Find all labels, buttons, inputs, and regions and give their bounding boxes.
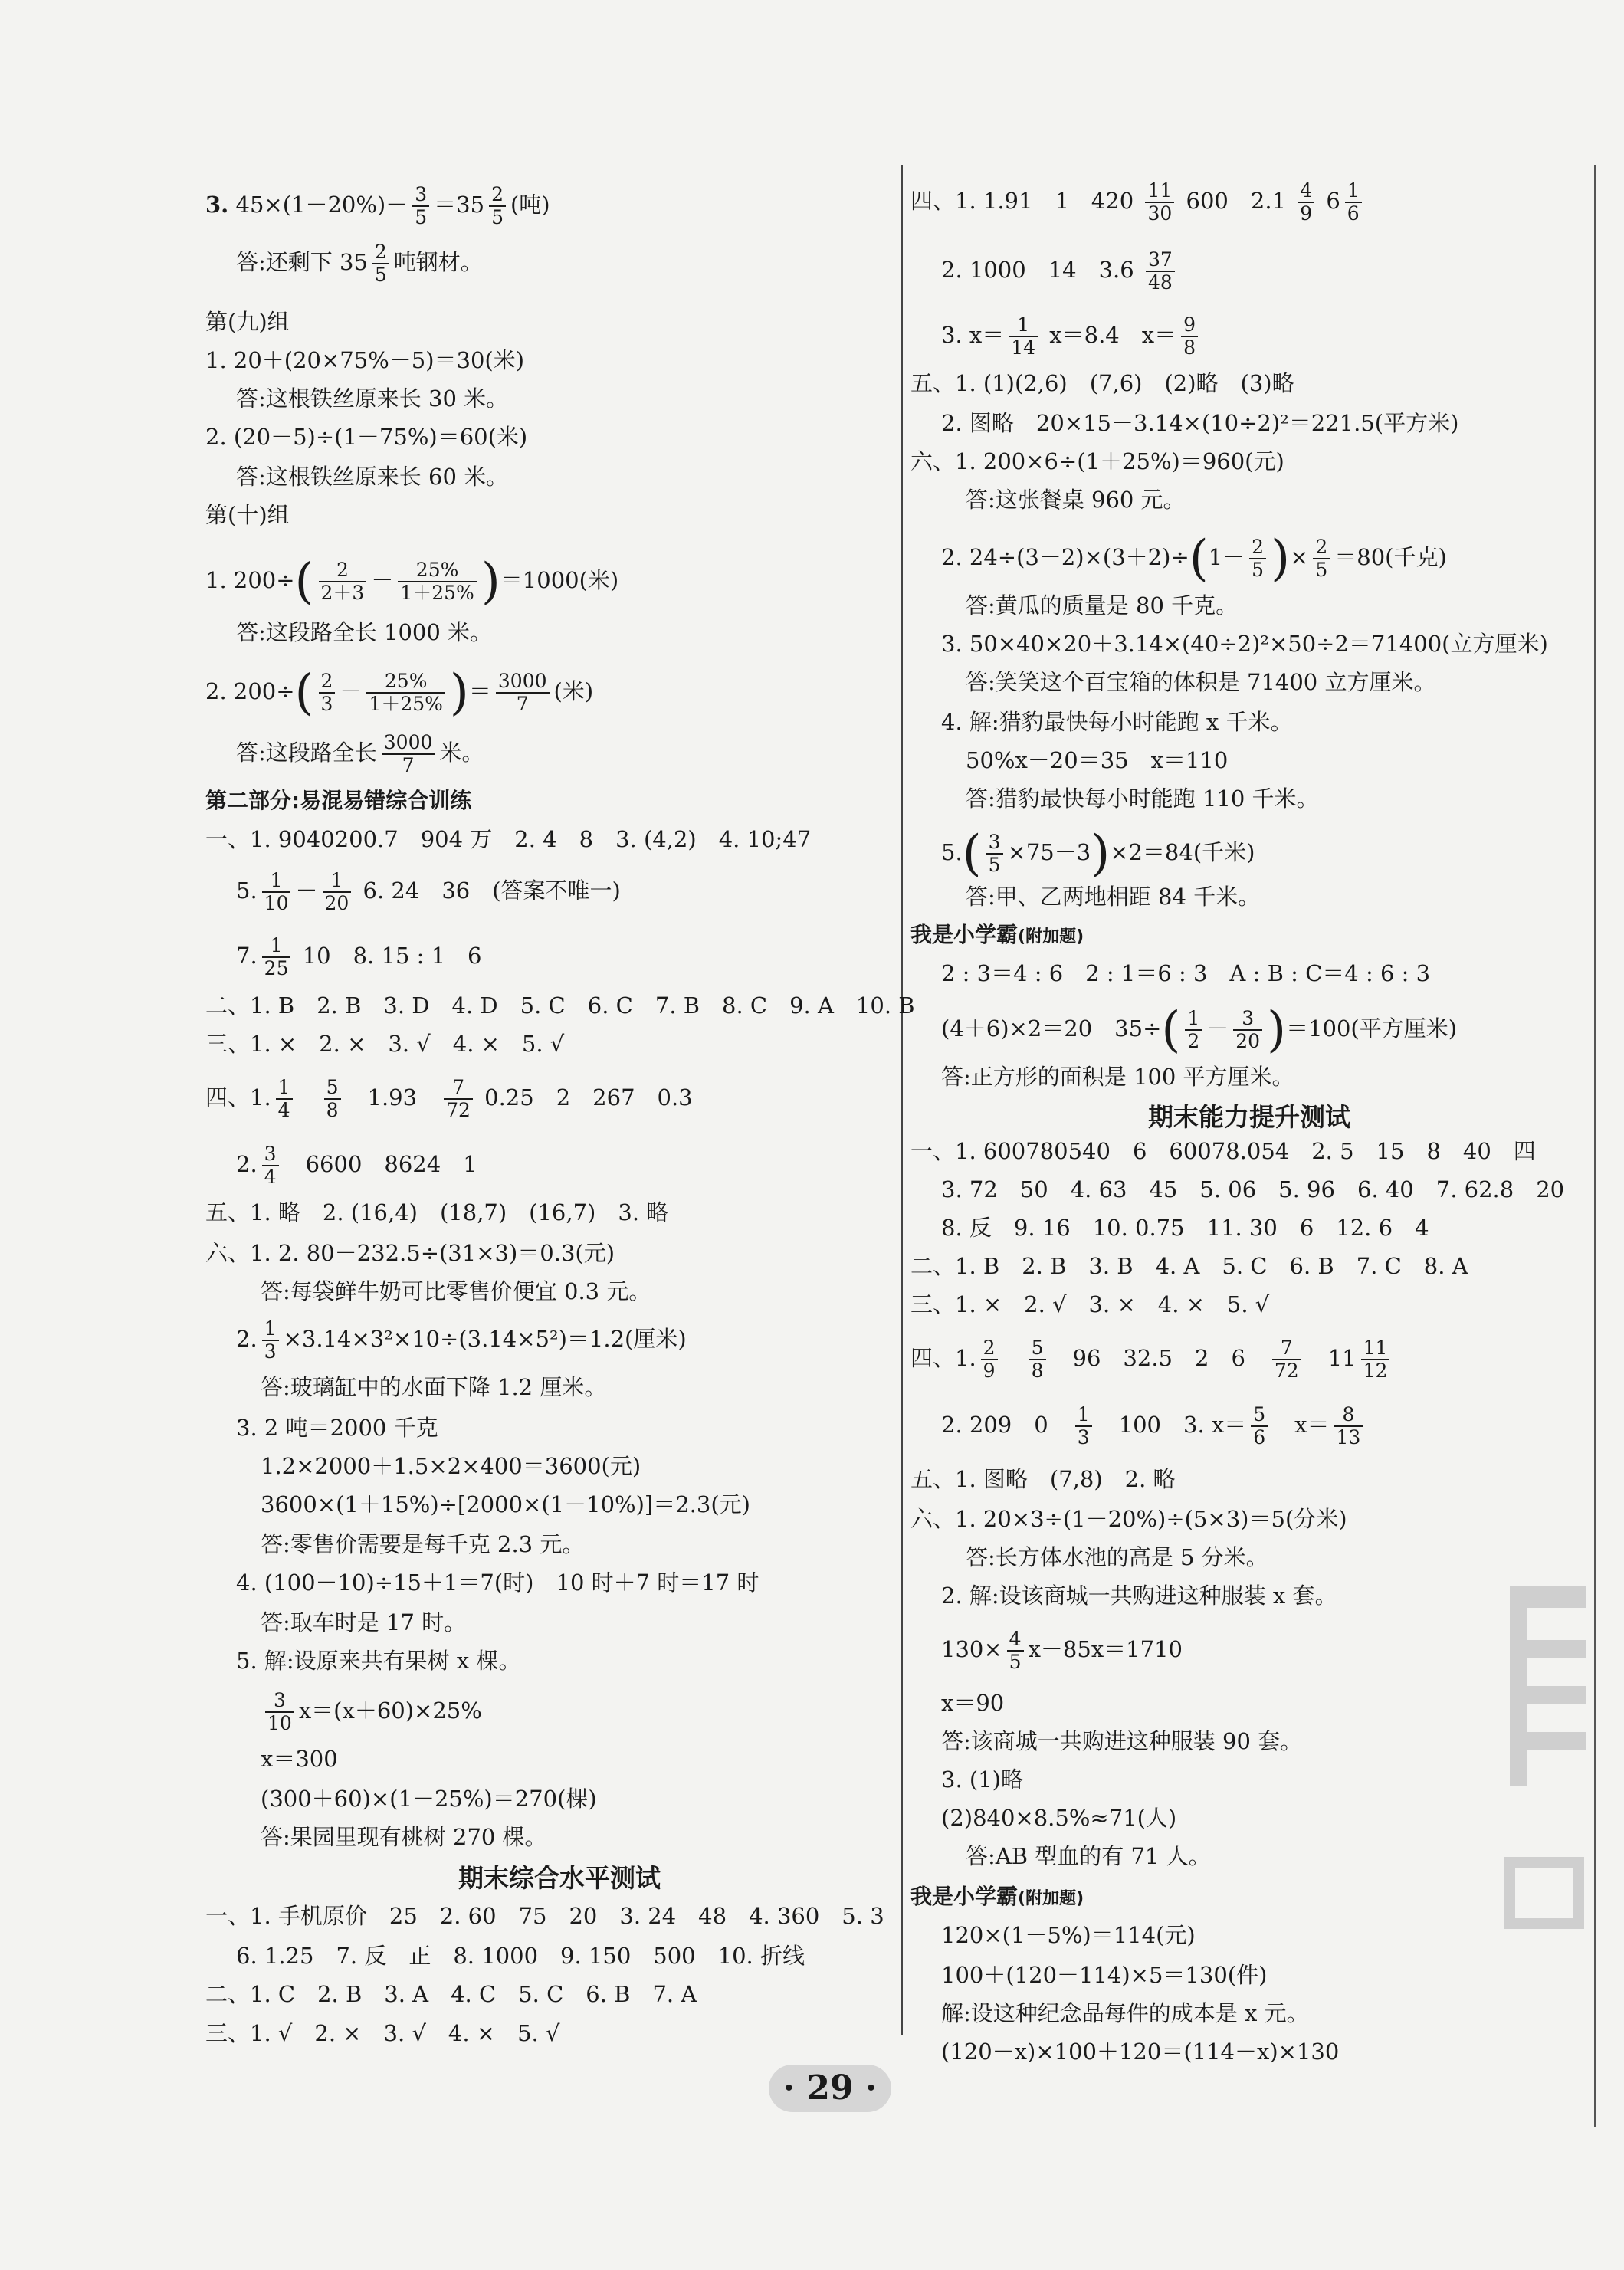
answer-line: 答:正方形的面积是 100 平方厘米。 xyxy=(941,1064,1294,1090)
answer-line: 三、1. × 2. × 3. √ 4. × 5. √ xyxy=(205,1031,565,1057)
answer-line: 答:取车时是 17 时。 xyxy=(261,1609,467,1635)
answer-line: 8. 反 9. 16 10. 0.75 11. 30 6 12. 6 4 xyxy=(941,1215,1429,1241)
answer-line: (120－x)×100＋120＝(114－x)×130 xyxy=(941,2039,1340,2065)
column-divider xyxy=(901,165,903,2035)
section-title: 期末综合水平测试 xyxy=(458,1863,661,1893)
answer-line: 答:这段路全长 $\frac{3000}{7}$ 米。 xyxy=(236,731,484,776)
answer-line: 答:AB 型血的有 71 人。 xyxy=(966,1843,1211,1869)
answer-line: 二、1. B 2. B 3. B 4. A 5. C 6. B 7. C 8. A xyxy=(910,1253,1468,1279)
answer-line: 三、1. × 2. √ 3. × 4. × 5. √ xyxy=(910,1291,1270,1317)
bonus-heading: 我是小学霸(附加题) xyxy=(910,1884,1084,1909)
answer-line: 2. 1000 14 3.6 $\frac{37}{48}$ xyxy=(941,249,1179,294)
answer-line: 四、1. $\frac{2}{9}$ $\frac{5}{8}$ 96 32.5 2 6 $\frac{7}{72}$ 11 $\frac{11}{12}$ xyxy=(910,1337,1394,1382)
answer-line: 答:笑笑这个百宝箱的体积是 71400 立方厘米。 xyxy=(966,669,1436,695)
answer-line: 五、1. 略 2. (16,4) (18,7) (16,7) 3. 略 xyxy=(205,1199,669,1225)
answer-line: 解:设这种纪念品每件的成本是 x 元。 xyxy=(941,2000,1309,2026)
answer-line: 三、1. √ 2. × 3. √ 4. × 5. √ xyxy=(205,2020,560,2046)
answer-line: 六、1. 200×6÷(1＋25%)＝960(元) xyxy=(910,448,1284,474)
section-heading: 第二部分:易混易错综合训练 xyxy=(205,788,472,813)
answer-line: 答:该商城一共购进这种服装 90 套。 xyxy=(941,1728,1303,1754)
watermark-graphic xyxy=(1502,1571,1594,1954)
answer-line: 2. $\frac{1}{3}$ ×3.14×3²×10÷(3.14×5²)＝1.2(厘米) xyxy=(236,1317,687,1363)
answer-line: (4＋6)×2＝20 35÷( $\frac{1}{2}$ － $\frac{3}{20}$ )＝100(平方厘米) xyxy=(941,1002,1458,1058)
answer-line: 答:玻璃缸中的水面下降 1.2 厘米。 xyxy=(261,1374,607,1400)
answer-line: 5. 解:设原来共有果树 x 棵。 xyxy=(236,1648,521,1674)
section-title: 期末能力提升测试 xyxy=(1148,1102,1350,1132)
answer-line: 四、1. $\frac{1}{4}$ $\frac{5}{8}$ 1.93 $\frac{7}{72}$ 0.25 2 267 0.3 xyxy=(205,1076,693,1121)
answer-line: 3. 2 吨＝2000 千克 xyxy=(236,1415,438,1441)
answer-line: 2. 24÷(3－2)×(3＋2)÷(1－ $\frac{2}{5}$ )× $\frac{2}{5}$ ＝80(千克) xyxy=(941,530,1447,587)
answer-line: 二、1. B 2. B 3. D 4. D 5. C 6. C 7. B 8. C 9. A 10. B xyxy=(205,992,915,1019)
answer-line: 50%x－20＝35 x＝110 xyxy=(966,747,1229,773)
answer-line: 6. 1.25 7. 反 正 8. 1000 9. 150 500 10. 折线 xyxy=(236,1943,805,1969)
answer-line: 答:还剩下 35 $\frac{2}{5}$ 吨钢材。 xyxy=(236,241,483,286)
answer-line: 1.2×2000＋1.5×2×400＝3600(元) xyxy=(261,1453,641,1479)
answer-line: 六、1. 20×3÷(1－20%)÷(5×3)＝5(分米) xyxy=(910,1506,1347,1532)
page-number: · 29 · xyxy=(769,2065,891,2112)
answer-line: 答:猎豹最快每小时能跑 110 千米。 xyxy=(966,786,1319,812)
answer-line: 答:果园里现有桃树 270 棵。 xyxy=(261,1824,547,1850)
answer-line: 一、1. 手机原价 25 2. 60 75 20 3. 24 48 4. 360 5. 3 xyxy=(205,1903,884,1929)
answer-line: 3. x＝ $\frac{1}{14}$ x＝8.4 x＝ $\frac{9}{8}$ xyxy=(941,314,1202,359)
answer-line: 五、1. (1)(2,6) (7,6) (2)略 (3)略 xyxy=(910,370,1294,396)
answer-line: 一、1. 600780540 6 60078.054 2. 5 15 8 40 四 xyxy=(910,1138,1536,1164)
answer-line: 五、1. 图略 (7,8) 2. 略 xyxy=(910,1466,1176,1492)
answer-line: 答:长方体水池的高是 5 分米。 xyxy=(966,1544,1268,1570)
answer-line: 2. 209 0 $\frac{1}{3}$ 100 3. x＝ $\frac{5}{6}$ x＝ $\frac{8}{13}$ xyxy=(941,1404,1367,1448)
answer-line: (2)840×8.5%≈71(人) xyxy=(941,1805,1177,1831)
answer-line: 一、1. 9040200.7 904 万 2. 4 8 3. (4,2) 4. 10;47 xyxy=(205,826,812,852)
page-edge-line xyxy=(1594,165,1596,2127)
answer-line: 答:这段路全长 1000 米。 xyxy=(236,619,493,645)
answer-line: 3. 45×(1－20%)－ $\frac{3}{5}$ ＝35 $\frac{2}{5}$ (吨) xyxy=(205,183,550,228)
group-heading: 第(九)组 xyxy=(205,309,290,335)
answer-line: 100＋(120－114)×5＝130(件) xyxy=(941,1962,1268,1988)
answer-line: 5. $\frac{1}{10}$ － $\frac{1}{20}$ 6. 24 36 (答案不唯一) xyxy=(236,869,621,914)
answer-line: 3. 50×40×20＋3.14×(40÷2)²×50÷2＝71400(立方厘米) xyxy=(941,631,1548,657)
answer-line: 2. (20－5)÷(1－75%)＝60(米) xyxy=(205,424,528,450)
answer-line: 3600×(1＋15%)÷[2000×(1－10%)]＝2.3(元) xyxy=(261,1491,750,1517)
answer-line: 3. 72 50 4. 63 45 5. 06 5. 96 6. 40 7. 62.8 20 xyxy=(941,1176,1565,1202)
answer-line: 7. $\frac{1}{25}$ 10 8. 15 : 1 6 xyxy=(236,934,482,979)
answer-line: 5.( $\frac{3}{5}$ ×75－3)×2＝84(千米) xyxy=(941,825,1255,882)
answer-line: 120×(1－5%)＝114(元) xyxy=(941,1922,1196,1948)
answer-line: 3. (1)略 xyxy=(941,1766,1023,1793)
answer-line: $\frac{3}{10}$ x＝(x＋60)×25% xyxy=(261,1690,482,1734)
answer-line: 1. 200÷( $\frac{2}{2+3}$ － $\frac{25\%}{1+25\%}$ )＝1000(米) xyxy=(205,553,619,610)
answer-line: 答:黄瓜的质量是 80 千克。 xyxy=(966,592,1239,618)
answer-line: 答:零售价需要是每千克 2.3 元。 xyxy=(261,1531,585,1557)
bonus-heading: 我是小学霸(附加题) xyxy=(910,922,1084,947)
answer-line: 130× $\frac{4}{5}$ x－85x＝1710 xyxy=(941,1628,1183,1673)
answer-line: 答:甲、乙两地相距 84 千米。 xyxy=(966,884,1261,910)
answer-line: 2 : 3＝4 : 6 2 : 1＝6 : 3 A : B : C＝4 : 6 : 3 xyxy=(941,960,1431,986)
group-heading: 第(十)组 xyxy=(205,502,290,528)
answer-line: x＝300 xyxy=(261,1746,338,1772)
answer-line: 答:这根铁丝原来长 30 米。 xyxy=(236,385,509,412)
answer-line: 六、1. 2. 80－232.5÷(31×3)＝0.3(元) xyxy=(205,1240,615,1266)
answer-line: 2. 解:设该商城一共购进这种服装 x 套。 xyxy=(941,1583,1337,1609)
answer-line: 2. $\frac{3}{4}$ 6600 8624 1 xyxy=(236,1143,477,1188)
answer-line: 答:每袋鲜牛奶可比零售价便宜 0.3 元。 xyxy=(261,1278,651,1304)
answer-line: x＝90 xyxy=(941,1690,1005,1716)
answer-line: 四、1. 1.91 1 420 $\frac{11}{30}$ 600 2.1 $\frac{4}{9}$ 6 $\frac{1}{6}$ xyxy=(910,180,1366,225)
answer-line: 2. 图略 20×15－3.14×(10÷2)²＝221.5(平方米) xyxy=(941,410,1459,436)
answer-line: 2. 200÷( $\frac{2}{3}$ － $\frac{25\%}{1+25\%}$ )＝ $\frac{3000}{7}$ (米) xyxy=(205,664,594,721)
answer-line: 二、1. C 2. B 3. A 4. C 5. C 6. B 7. A xyxy=(205,1981,697,2007)
answer-line: 答:这根铁丝原来长 60 米。 xyxy=(236,464,509,490)
answer-line: 4. (100－10)÷15＋1＝7(时) 10 时＋7 时＝17 时 xyxy=(236,1570,760,1596)
answer-line: 4. 解:猎豹最快每小时能跑 x 千米。 xyxy=(941,709,1293,735)
answer-line: 答:这张餐桌 960 元。 xyxy=(966,487,1186,513)
answer-line: 1. 20＋(20×75%－5)＝30(米) xyxy=(205,347,525,373)
answer-line: (300＋60)×(1－25%)＝270(棵) xyxy=(261,1786,597,1812)
